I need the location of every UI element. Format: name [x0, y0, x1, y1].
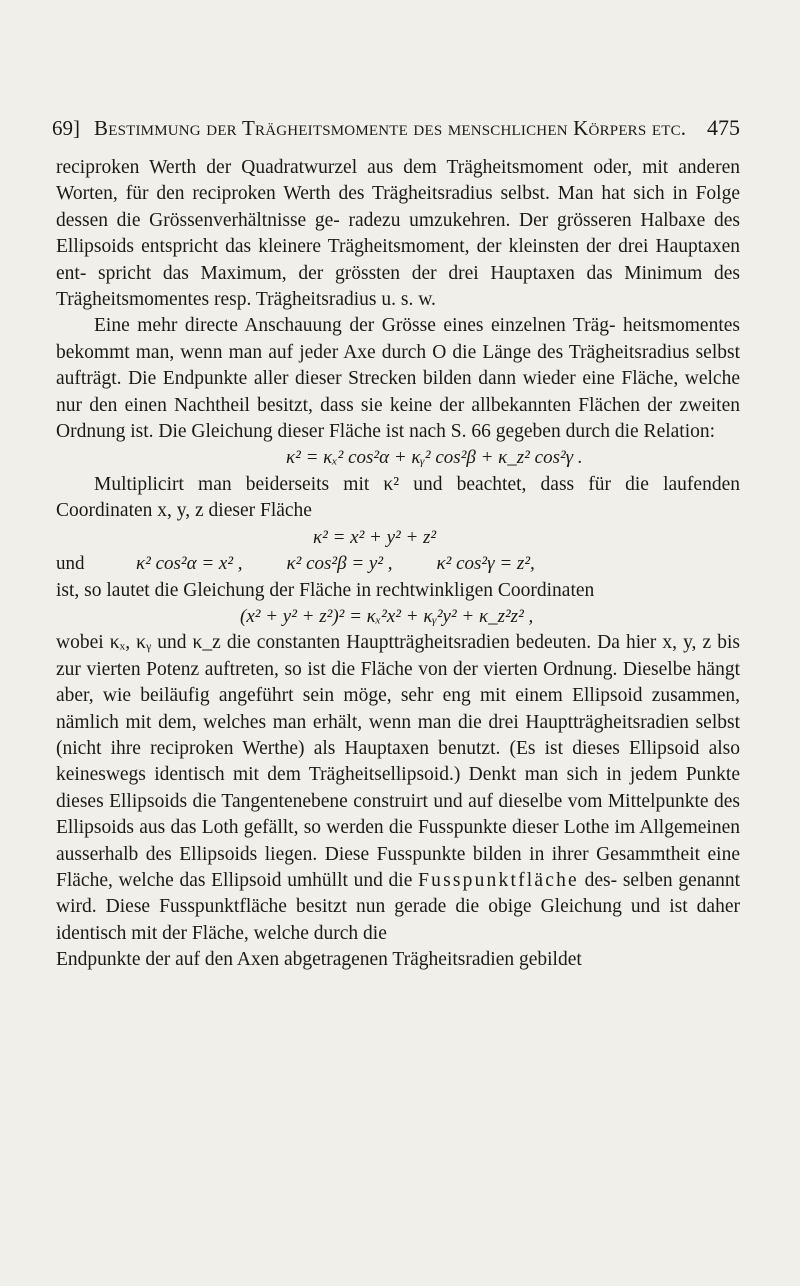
text-line: selbst. Man hat sich in Folge dessen die Grössenverhältnisse ge-: [56, 183, 740, 231]
text-line: (nicht ihre reciproken Werthe) als Hauptaxen benutzt. (Es ist dieses: [56, 737, 620, 759]
text-line: Eine mehr directe Anschauung der Grösse eines einzelnen Träg-: [94, 315, 616, 337]
text-line: besitzt, dass sie keine der allbekannten Flächen der zweiten Ordnung ist.: [56, 394, 740, 443]
text-line: selben genannt wird. Diese Fusspunktfläche besitzt nun gerade die obige: [56, 869, 741, 918]
text-line: Da hier x, y, z bis zur vierten Potenz auftreten, so ist die Fläche von: [56, 632, 741, 680]
formula-cosines: [56, 551, 740, 577]
paragraph-1: [56, 155, 740, 313]
formula-cos-alpha: κ² cos²α = x² ,: [136, 553, 243, 575]
text-line: Gleichung und ist daher identisch mit der Fläche, welche durch die: [56, 896, 740, 944]
text-line: welches man erhält, wenn man die drei Hauptträgheitsradien selbst: [203, 711, 741, 733]
text-line: mit anderen Worten, für den reciproken Werth des Trägheitsradius: [56, 157, 740, 205]
text-line: Multiplicirt man beiderseits mit κ² und beachtet, dass für die: [94, 473, 649, 495]
text-line: reciproken Werth der Quadratwurzel aus dem Trägheitsmoment oder,: [56, 157, 633, 178]
text-line: wobei κₓ, κᵧ und κ_z die constanten Hauptträgheitsradien bedeuten.: [56, 632, 592, 654]
text-line: man sich in jedem Punkte dieses Ellipsoids die Tangentenebene construirt: [56, 764, 740, 812]
formula-cos-beta: κ² cos²β = y² ,: [286, 553, 393, 575]
text-line: sein möge, sehr eng mit einem Ellipsoid zusammen, nämlich mit dem,: [56, 685, 740, 733]
text-line: Fläche, welche das Ellipsoid umhüllt und die: [56, 869, 413, 891]
formula-surface-equation: (x² + y² + z²)² = κₓ²x² + κᵧ²y² + κ_z²z² ,: [240, 605, 534, 627]
paragraph-5: [56, 630, 740, 947]
text-line: des Trägheitsmomentes resp. Trägheitsradius u. s. w.: [56, 262, 740, 311]
text-line: Ellipsoid also keineswegs identisch mit dem Trägheitsellipsoid.) Denkt: [56, 737, 740, 786]
running-header: [52, 115, 740, 141]
formula-lead-word: und: [56, 553, 85, 575]
text-line: Ellipsoids liegen. Diese Fusspunkte bilden in ihrer Gesammtheit eine: [179, 843, 740, 865]
formula-relation: κ² = κₓ² cos²α + κᵧ² cos²β + κ_z² cos²γ .: [286, 447, 583, 469]
paragraph-4: [56, 578, 740, 604]
text-line: Länge des Trägheitsradius selbst aufträgt. Die Endpunkte aller dieser: [56, 341, 741, 390]
paragraph-3: [56, 472, 740, 525]
text-line: ist, so lautet die Gleichung der Fläche in rechtwinkligen Coordinaten: [56, 579, 595, 601]
text-line: Strecken bilden dann wieder eine Fläche, welche nur den einen Nachtheil: [56, 368, 740, 416]
text-line: laufenden Coordinaten x, y, z dieser Fläche: [56, 473, 740, 522]
text-line: der vierten Ordnung. Dieselbe hängt aber, wie beiläufig angeführt: [56, 658, 740, 707]
formula-cos-gamma: κ² cos²γ = z²,: [436, 553, 535, 575]
page-number: 475: [707, 115, 740, 140]
paragraph-5-last-line: [56, 947, 740, 973]
text-line: und auf dieselbe vom Mittelpunkte des Ellipsoids aus das Loth gefällt,: [56, 790, 740, 839]
text-line: heitsmomentes bekommt man, wenn man auf jeder Axe durch O die: [56, 315, 740, 363]
section-number: 69]: [52, 116, 80, 140]
text-line: so werden die Fusspunkte dieser Lothe im Allgemeinen ausserhalb des: [56, 817, 740, 865]
running-title: Bestimmung der Trägheitsmomente des menschlichen Körpers etc.: [94, 116, 687, 140]
text-line: radezu umzukehren. Der grösseren Halbaxe des Ellipsoids entspricht: [56, 209, 741, 258]
text-line: Die Gleichung dieser Fläche ist nach S. 66 gegeben durch die Relation:: [158, 421, 716, 443]
formula-radius: κ² = x² + y² + z²: [313, 526, 437, 548]
text-line: Endpunkte der auf den Axen abgetragenen Trägheitsradien gebildet: [56, 949, 582, 971]
paragraph-2: [56, 313, 740, 445]
spaced-term: Fusspunktfläche: [418, 869, 579, 891]
text-line: des-: [584, 869, 618, 891]
text-line: spricht das Maximum, der grössten der drei Hauptaxen das Minimum: [98, 262, 703, 284]
body-text: [56, 155, 740, 974]
text-line: das kleinere Trägheitsmoment, der kleinsten der drei Hauptaxen ent-: [56, 236, 741, 284]
